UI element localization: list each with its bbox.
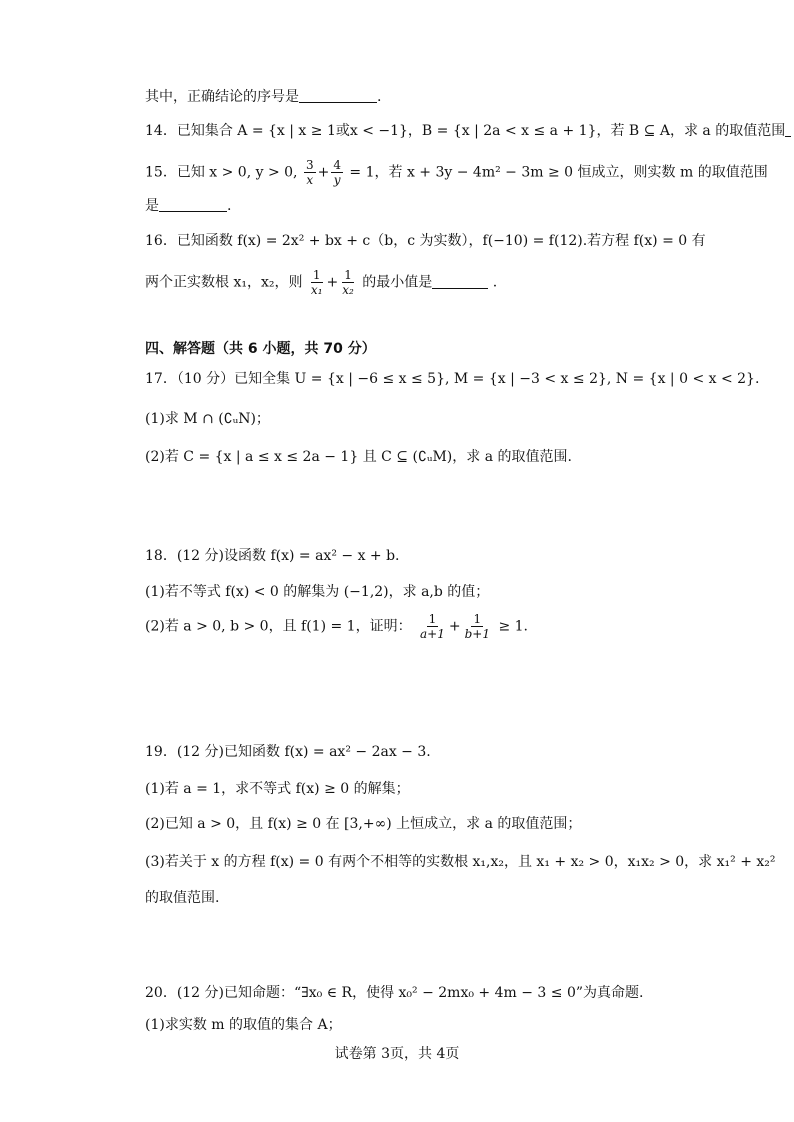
numerator: 1 — [473, 612, 482, 626]
question-18-text: 18．(12 分)设函数 f(x) = ax² − x + b. — [145, 548, 400, 564]
question-20 — [145, 984, 643, 1002]
question-19-part-2 — [145, 815, 581, 833]
fraction — [463, 612, 492, 641]
question-15-text-b: = 1，若 x + 3y − 4m² − 3m ≥ 0 恒成立，则实数 m 的取值范围 — [349, 164, 768, 181]
question-20-part-1-text: (1)求实数 m 的取值的集合 A； — [145, 1017, 342, 1033]
denominator: y — [333, 173, 341, 187]
question-17-part-1-text: (1)求 M ∩ (∁ᵤN)； — [145, 411, 270, 427]
question-18-part-2-text-a: (2)若 a > 0, b > 0，且 f(1) = 1，证明： — [145, 618, 412, 635]
plus-sign: + — [326, 274, 339, 291]
question-19 — [145, 743, 431, 761]
answer-blank — [159, 197, 227, 212]
question-17 — [145, 370, 759, 388]
numerator: 1 — [344, 268, 352, 282]
fraction — [418, 612, 447, 641]
fraction — [304, 158, 316, 187]
question-18-part-1-text: (1)若不等式 f(x) < 0 的解集为 (−1,2)，求 a,b 的值； — [145, 584, 490, 600]
question-18-part-1 — [145, 583, 489, 601]
question-14-text: 14．已知集合 A = {x | x ≥ 1或x < −1}，B = {x | 2a < x ≤ a + 1}，若 B ⊆ A，求 a 的取值范围 — [145, 123, 786, 139]
question-19-part-3-continuation — [145, 889, 219, 907]
period: . — [492, 274, 498, 291]
section-heading — [145, 340, 376, 358]
question-20-part-1 — [145, 1016, 342, 1034]
question-19-part-3-text: (3)若关于 x 的方程 f(x) = 0 有两个不相等的实数根 x₁,x₂，且 x₁ + x₂ > 0，x₁x₂ > 0，求 x₁² + x₂² — [145, 854, 776, 870]
question-16-text-c: 的最小值是 — [362, 274, 433, 291]
plus-sign: + — [448, 618, 461, 635]
question-17-text: 17．（10 分）已知全集 U = {x | −6 ≤ x ≤ 5}, M = {x | −3 < x ≤ 2}, N = {x | 0 < x < 2}. — [145, 371, 760, 387]
fraction — [309, 268, 325, 297]
question-17-part-2 — [145, 448, 572, 466]
question-19-part-3 — [145, 853, 776, 871]
period: . — [227, 198, 232, 214]
question-16-text-a: 16．已知函数 f(x) = 2x² + bx + c（b，c 为实数），f(−10) = f(12).若方程 f(x) = 0 有 — [145, 233, 706, 249]
section-4-title: 四、解答题（共 6 小题，共 70 分） — [145, 341, 376, 357]
page-footer: 试卷第 3页，共 4页 — [334, 1046, 460, 1062]
question-15-text-c: 是 — [145, 198, 159, 214]
question-16-continuation — [145, 268, 497, 297]
question-15-continuation — [145, 197, 231, 215]
question-17-part-2-text: (2)若 C = {x | a ≤ x ≤ 2a − 1} 且 C ⊆ (∁ᵤM)，求 a 的取值范围. — [145, 449, 572, 465]
question-20-text: 20．(12 分)已知命题：“∃x₀ ∈ R，使得 x₀² − 2mx₀ + 4m − 3 ≤ 0”为真命题. — [145, 985, 644, 1001]
question-18-part-2 — [145, 612, 528, 641]
question-19-part-1 — [145, 780, 410, 798]
numerator: 4 — [333, 158, 341, 172]
question-16 — [145, 232, 706, 250]
question-16-text-b: 两个正实数根 x₁，x₂，则 — [145, 274, 303, 291]
denominator: x — [306, 173, 314, 187]
question-19-text: 19．(12 分)已知函数 f(x) = ax² − 2ax − 3. — [145, 744, 431, 760]
question-19-part-3-text-b: 的取值范围. — [145, 890, 220, 906]
denominator: a+1 — [420, 627, 445, 641]
question-18 — [145, 547, 400, 565]
fraction — [340, 268, 356, 297]
denominator: b+1 — [464, 627, 490, 641]
answer-blank — [299, 88, 377, 103]
conclusion-text: 其中，正确结论的序号是 — [145, 89, 299, 105]
period: . — [377, 89, 382, 105]
fraction — [331, 158, 343, 187]
answer-blank — [432, 274, 488, 289]
question-17-part-1 — [145, 410, 270, 428]
question-15-text-a: 15．已知 x > 0, y > 0, — [145, 164, 298, 181]
denominator: x₁ — [310, 283, 323, 297]
denominator: x₂ — [342, 283, 354, 297]
question-14 — [145, 122, 791, 140]
numerator: 1 — [428, 612, 437, 626]
question-18-part-2-text-b: ≥ 1. — [498, 618, 528, 635]
question-15 — [145, 158, 768, 187]
question-19-part-1-text: (1)若 a = 1，求不等式 f(x) ≥ 0 的解集； — [145, 781, 410, 797]
plus-sign: + — [317, 164, 330, 181]
numerator: 1 — [312, 268, 321, 282]
numerator: 3 — [305, 158, 314, 172]
answer-blank — [785, 122, 791, 137]
question-19-part-2-text: (2)已知 a > 0，且 f(x) ≥ 0 在 [3,+∞) 上恒成立，求 a 的取值范围； — [145, 816, 582, 832]
line-conclusion — [145, 88, 381, 106]
